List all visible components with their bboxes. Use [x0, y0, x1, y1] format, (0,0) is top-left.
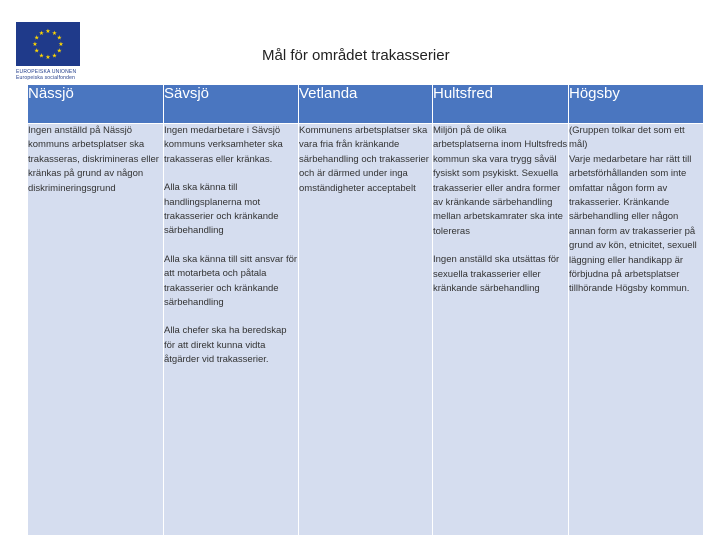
cell-savsjo-text-3: Alla ska känna till sitt ansvar för att motarbeta och påtala trakasserier och kränkande särbehandling: [164, 253, 298, 309]
cell-vetlanda-text-1: Kommunens arbetsplatser ska vara fria från kränkande särbehandling och trakasserier och är därmed under inga omständigheter acceptabelt: [299, 125, 429, 194]
cell-hogsby-text-1: (Gruppen tolkar det som ett mål): [569, 125, 685, 151]
header-nassjo: Nässjö: [28, 85, 164, 124]
cell-hultsfred-text-1: Miljön på de olika arbetsplatserna inom Hultsfreds kommun ska vara trygg såväl fysiskt som psykiskt. Sexuella trakasserier eller andra former av kränkande särbehandling mellan arbetskamrater ska inte tolereras: [433, 125, 568, 237]
cell-savsjo-text-4: Alla chefer ska ha beredskap för att direkt kunna vidta åtgärder vid trakasserier.: [164, 325, 287, 366]
header-hogsby: Högsby: [569, 85, 704, 124]
eu-star-icon: ★: [45, 29, 51, 36]
eu-logo: [16, 22, 84, 81]
eu-logo-line2: Europeiska socialfonden: [16, 75, 76, 81]
eu-star-icon: ★: [32, 42, 38, 49]
cell-hogsby-text-2: Varje medarbetare har rätt till arbetsförhållanden som inte omfattar någon form av trakasserier. Kränkande särbehandling eller någon annan form av trakasserier på grund av kön, etnicitet, sexuell läggning eller handikapp är förbjudna på arbetsplatser tillhörande Högsby kommun.: [569, 153, 697, 295]
eu-star-icon: ★: [56, 35, 62, 42]
cell-hultsfred: [433, 124, 569, 536]
eu-star-icon: ★: [34, 35, 40, 42]
header-hultsfred: Hultsfred: [433, 85, 569, 124]
content-row: [28, 124, 704, 536]
cell-savsjo-text-1: Ingen medarbetare i Sävsjö kommuns verksamheter ska trakasseras eller kränkas.: [164, 125, 283, 165]
cell-savsjo-text-2: Alla ska känna till handlingsplanerna mot trakasserier och kränkande särbehandling: [164, 182, 279, 237]
eu-logo-line1: EUROPEISKA UNIONEN: [16, 69, 77, 75]
eu-star-icon: ★: [45, 55, 51, 62]
page-title: Mål för området trakasserier: [262, 47, 450, 64]
goals-table: [27, 84, 704, 536]
header-vetlanda: Vetlanda: [299, 85, 433, 124]
header-row: [28, 85, 704, 124]
eu-star-icon: ★: [51, 30, 58, 37]
cell-nassjo-text-1: Ingen anställd på Nässjö kommuns arbetsplatser ska trakasseras, diskrimineras eller kränkas på grund av någon diskrimineringsgrund: [28, 125, 159, 194]
eu-star-icon: ★: [58, 42, 64, 49]
cell-hultsfred-text-2: Ingen anställd ska utsättas för sexuella trakasserier eller kränkande särbehandling: [433, 254, 560, 295]
eu-flag-icon: [16, 22, 80, 66]
eu-star-icon: ★: [38, 53, 45, 60]
cell-savsjo: [164, 124, 299, 536]
eu-star-icon: ★: [56, 48, 62, 55]
eu-star-icon: ★: [38, 30, 45, 37]
eu-star-icon: ★: [34, 48, 40, 55]
cell-hogsby: [569, 124, 704, 536]
eu-star-icon: ★: [51, 53, 58, 60]
cell-vetlanda: [299, 124, 433, 536]
cell-nassjo: [28, 124, 164, 536]
header-savsjo: Sävsjö: [164, 85, 299, 124]
